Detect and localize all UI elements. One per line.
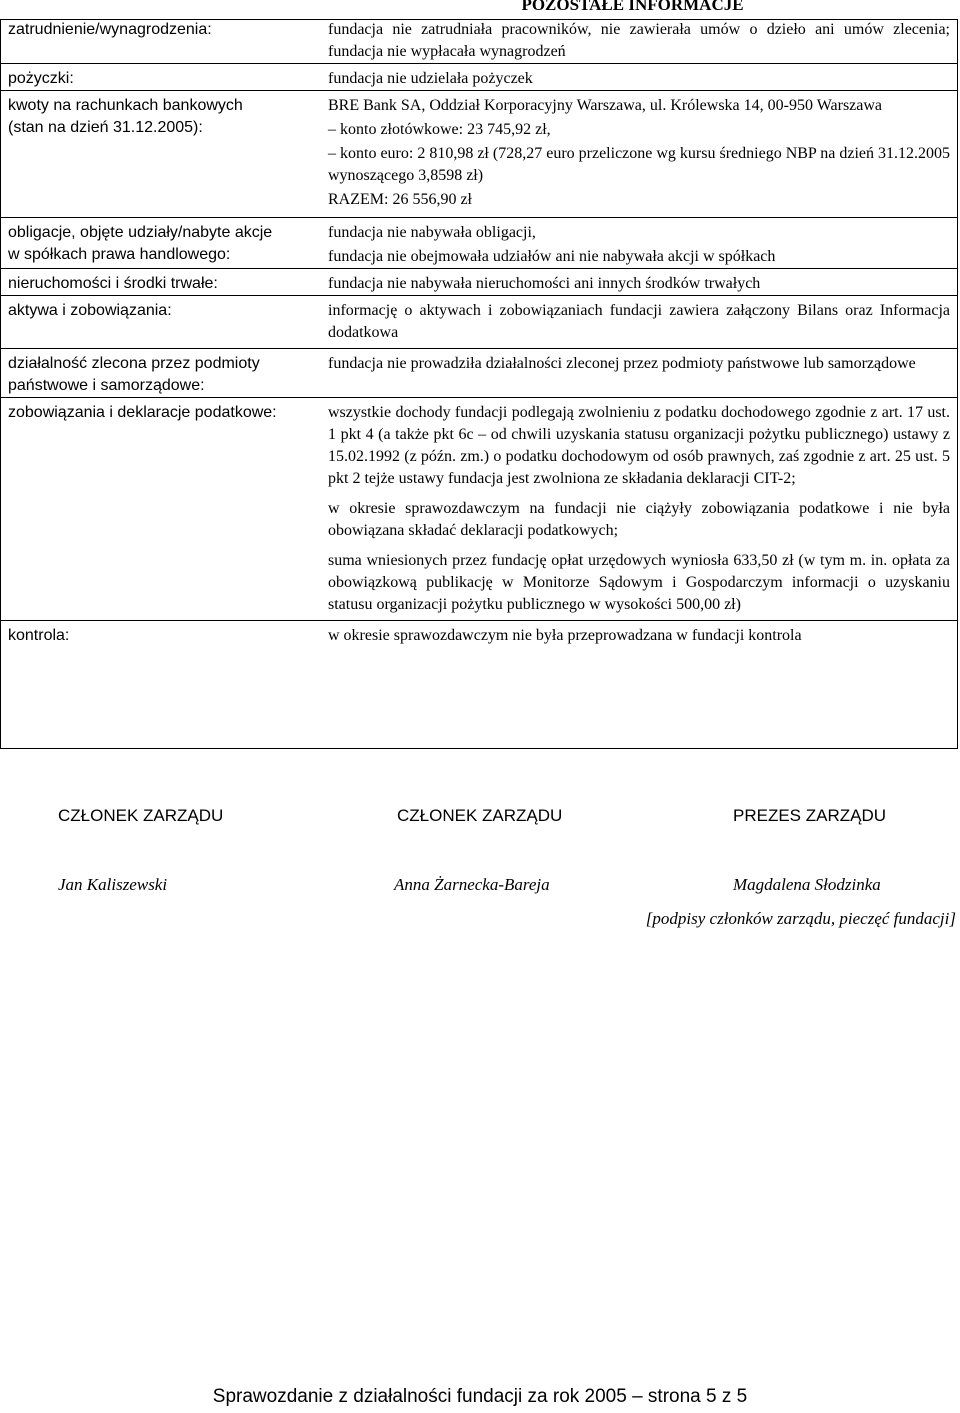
label-line: (stan na dzień 31.12.2005): xyxy=(8,119,203,136)
section-heading: POZOSTAŁE INFORMACJE xyxy=(521,0,744,14)
signature-title-3: PREZES ZARZĄDU xyxy=(733,806,887,825)
signature-name-3: Magdalena Słodzinka xyxy=(733,875,881,894)
row-value xyxy=(313,296,958,349)
value-paragraph: w okresie sprawozdawczym nie była przeprowadzana w fundacji kontrola xyxy=(328,627,802,644)
label-line: pożyczki: xyxy=(8,70,74,87)
row-value xyxy=(313,398,958,621)
page-footer: Sprawozdanie z działalności fundacji za rok 2005 – strona 5 z 5 xyxy=(212,1386,748,1407)
value-paragraph: fundacja nie nabywała nieruchomości ani innych środków trwałych xyxy=(328,275,761,292)
value-paragraph: fundacja nie zatrudniała pracowników, nie zawierała umów o dzieło ani umów zlecenia; fundacja nie wypłacała wynagrodzeń xyxy=(328,21,950,60)
row-label xyxy=(0,349,313,398)
row-value xyxy=(313,269,958,296)
table-row xyxy=(0,218,958,269)
row-value xyxy=(313,621,958,648)
row-label xyxy=(0,218,313,269)
label-line: kwoty na rachunkach bankowych xyxy=(8,97,243,114)
row-value xyxy=(313,19,958,64)
signature-name-2: Anna Żarnecka-Bareja xyxy=(394,875,550,894)
value-paragraph: fundacja nie nabywała obligacji, xyxy=(328,224,536,241)
row-label xyxy=(0,621,313,648)
label-line: działalność zlecona przez podmioty xyxy=(8,355,260,372)
table-row xyxy=(0,349,958,398)
label-line: państwowe i samorządowe: xyxy=(8,377,205,394)
label-line: aktywa i zobowiązania: xyxy=(8,302,172,319)
row-value xyxy=(313,91,958,218)
value-paragraph: informację o aktywach i zobowiązaniach fundacji zawiera załączony Bilans oraz Informacja dodatkowa xyxy=(328,302,950,341)
value-paragraph: fundacja nie prowadziła działalności zleconej przez podmioty państwowe lub samorządowe xyxy=(328,355,916,372)
value-paragraph: wszystkie dochody fundacji podlegają zwolnieniu z podatku dochodowego zgodnie z art. 17 ust. 1 pkt 4 (a także pkt 6c – od chwili uzyskania statusu organizacji pożytku publicznego) ustawy z 15.02.1992 (z późn. zm.) o podatku dochodowym od osób prawnych, zaś zgodnie z art. 25 ust. 5 pkt 2 tejże ustawy fundacja jest zwolniona ze składania deklaracji CIT-2; xyxy=(328,404,950,487)
row-label xyxy=(0,398,313,621)
label-line: obligacje, objęte udziały/nabyte akcje xyxy=(8,224,273,241)
row-label xyxy=(0,91,313,218)
label-line: nieruchomości i środki trwałe: xyxy=(8,275,218,292)
signature-name-1: Jan Kaliszewski xyxy=(58,875,168,894)
value-paragraph: suma wniesionych przez fundację opłat urzędowych wyniosła 633,50 zł (w tym m. in. opłata za obowiązkową publikację w Monitorze Sądowym i Gospodarczym informacji o uzyskaniu statusu organizacji pożytku publicznego w wysokości 500,00 zł) xyxy=(328,552,950,613)
value-paragraph: fundacja nie obejmowała udziałów ani nie nabywała akcji w spółkach xyxy=(328,248,776,265)
eur-account: – konto euro: 2 810,98 zł (728,27 euro przeliczone wg kursu średniego NBP na dzień 31.12.2005 wynoszącego 3,8598 zł) xyxy=(328,145,950,184)
row-label xyxy=(0,19,313,64)
info-table xyxy=(0,19,958,647)
value-paragraph: w okresie sprawozdawczym na fundacji nie ciążyły zobowiązania podatkowe i nie była obowiązana składać deklaracji podatkowych; xyxy=(328,500,950,539)
label-line: zatrudnienie/wynagrodzenia: xyxy=(8,21,212,38)
signature-title-1: CZŁONEK ZARZĄDU xyxy=(58,806,224,825)
table-row xyxy=(0,19,958,64)
row-label xyxy=(0,296,313,349)
table-row xyxy=(0,91,958,218)
bank-address: BRE Bank SA, Oddział Korporacyjny Warszawa, ul. Królewska 14, 00-950 Warszawa xyxy=(328,97,883,114)
table-row xyxy=(0,269,958,296)
row-value xyxy=(313,349,958,398)
table-row xyxy=(0,296,958,349)
signature-note: [podpisy członków zarządu, pieczęć fundacji] xyxy=(645,909,956,928)
table-row xyxy=(0,64,958,91)
signature-title-2: CZŁONEK ZARZĄDU xyxy=(397,806,563,825)
row-value xyxy=(313,218,958,269)
table-row xyxy=(0,398,958,621)
row-value xyxy=(313,64,958,91)
total-amount: RAZEM: 26 556,90 zł xyxy=(328,191,472,208)
table-row xyxy=(0,621,958,648)
value-paragraph: fundacja nie udzielała pożyczek xyxy=(328,70,533,87)
label-line: kontrola: xyxy=(8,627,70,644)
pln-account: – konto złotówkowe: 23 745,92 zł, xyxy=(328,121,551,138)
row-label xyxy=(0,64,313,91)
row-label xyxy=(0,269,313,296)
label-line: w spółkach prawa handlowego: xyxy=(8,246,231,263)
label-line: zobowiązania i deklaracje podatkowe: xyxy=(8,404,277,421)
